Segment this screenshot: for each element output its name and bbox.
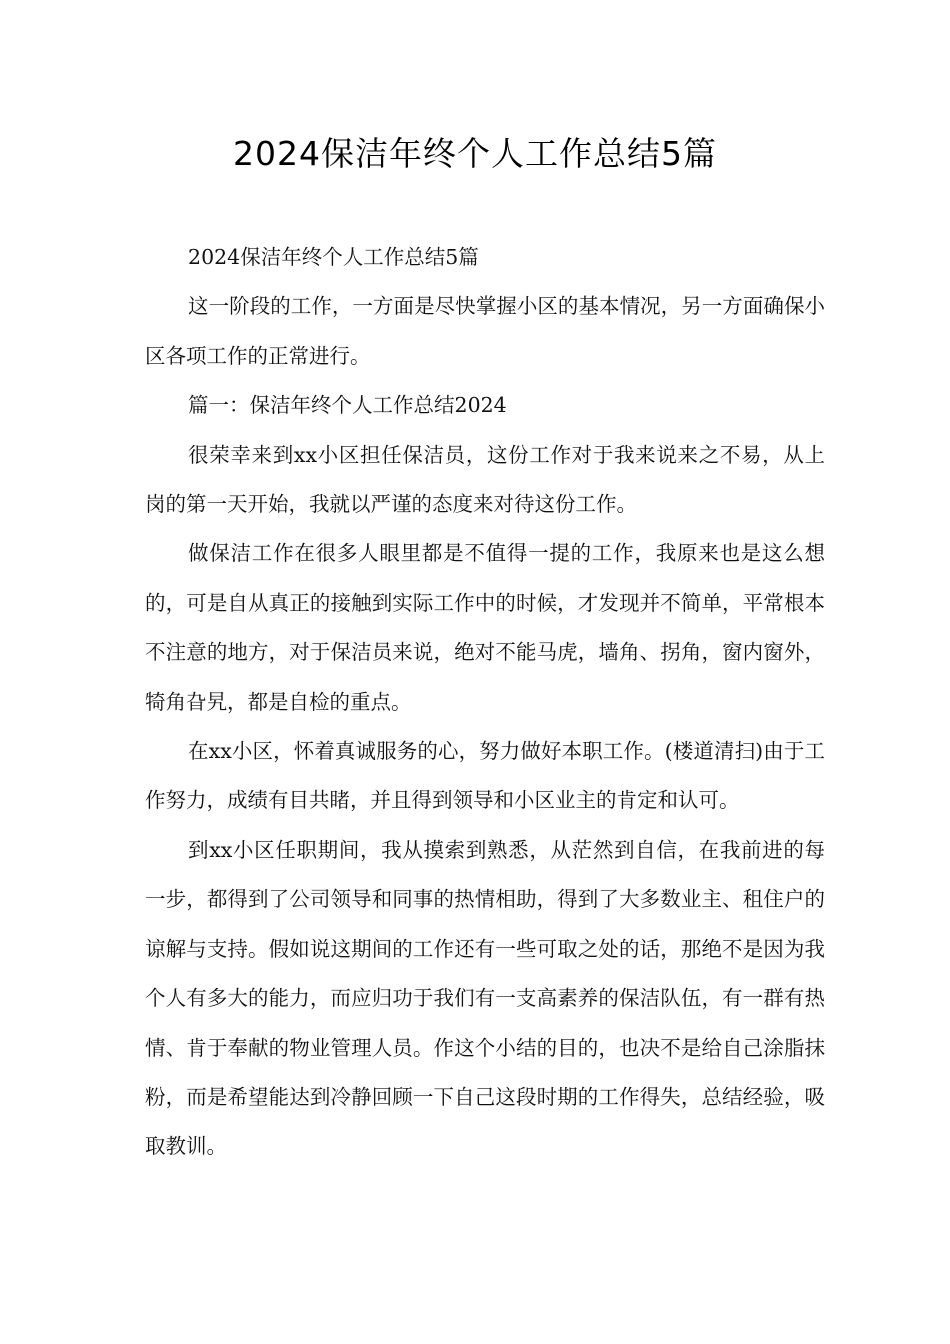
paragraph-body: 在xx小区，怀着真诚服务的心，努力做好本职工作。(楼道清扫)由于工作努力，成绩有目共睹，并且得到领导和小区业主的肯定和认可。	[145, 739, 825, 813]
paragraph-body: 做保洁工作在很多人眼里都是不值得一提的工作，我原来也是这么想的，可是自从真正的接触到实际工作中的时候，才发现并不简单，平常根本不注意的地方，对于保洁员来说，绝对不能马虎，墙角、拐角，窗内窗外，犄角旮旯，都是自检的重点。	[145, 541, 825, 714]
document-body	[145, 233, 825, 1172]
paragraph-subtitle: 2024保洁年终个人工作总结5篇	[188, 245, 479, 269]
paragraph-intro: 这一阶段的工作，一方面是尽快掌握小区的基本情况，另一方面确保小区各项工作的正常进行。	[145, 294, 825, 368]
paragraph-body: 到xx小区任职期间，我从摸索到熟悉，从茫然到自信，在我前进的每一步，都得到了公司领导和同事的热情相助，得到了大多数业主、租住户的谅解与支持。假如说这期间的工作还有一些可取之处的话，那绝不是因为我个人有多大的能力，而应归功于我们有一支高素养的保洁队伍，有一群有热情、肯于奉献的物业管理人员。作这个小结的目的，也决不是给自己涂脂抹粉，而是希望能达到冷静回顾一下自己这段时期的工作得失，总结经验，吸取教训。	[145, 837, 825, 1159]
document-title: 2024保洁年终个人工作总结5篇	[233, 134, 717, 173]
paragraph-section-heading: 篇一：保洁年终个人工作总结2024	[188, 393, 507, 418]
paragraph-body: 很荣幸来到xx小区担任保洁员，这份工作对于我来说来之不易，从上岗的第一天开始，我就以严谨的态度来对待这份工作。	[145, 442, 825, 517]
